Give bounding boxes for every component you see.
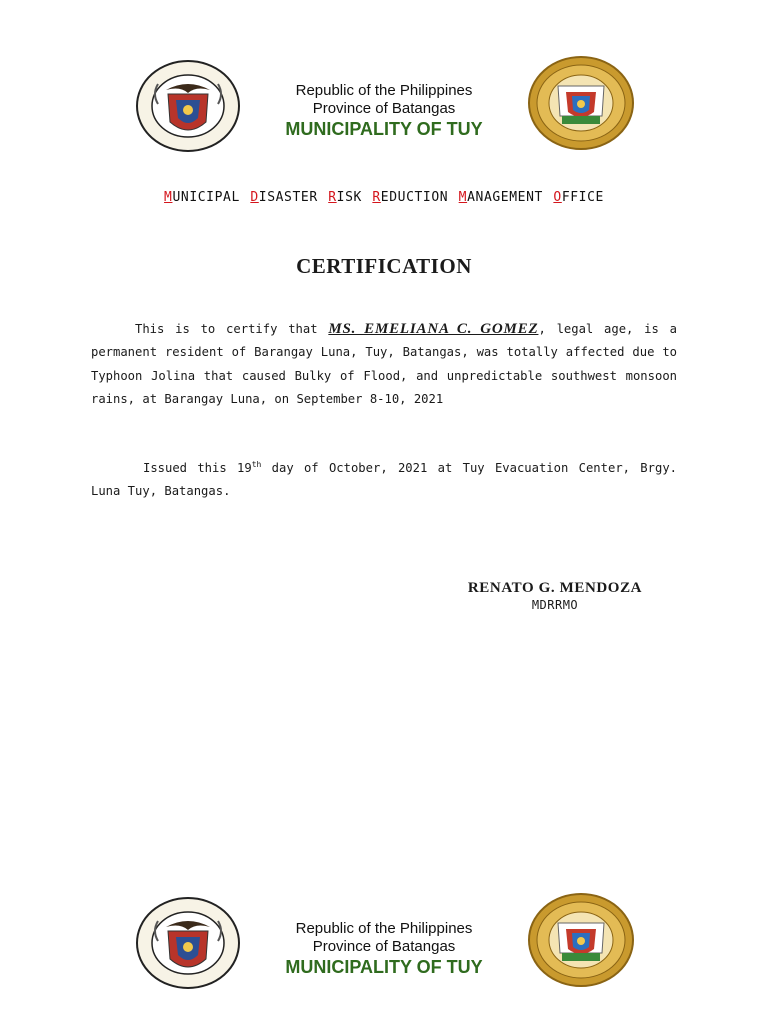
republic-line: Republic of the Philippines <box>295 82 473 99</box>
office-word-disaster: DISASTER <box>250 190 318 205</box>
bayan-ng-tuy-seal-icon <box>136 897 240 989</box>
municipality-line: MUNICIPALITY OF TUY <box>285 957 483 977</box>
office-word-risk: RISK <box>328 190 362 205</box>
office-word-municipal: MUNICIPAL <box>164 190 240 205</box>
signatory-name: RENATO G. MENDOZA <box>467 580 643 596</box>
letterhead-text <box>244 920 524 978</box>
letterhead-bottom <box>0 893 768 993</box>
certification-title: CERTIFICATION <box>296 254 472 278</box>
mdrrmo-seal-icon <box>528 893 634 987</box>
signatory-block <box>450 580 660 612</box>
letterhead-text <box>244 82 524 140</box>
municipality-line: MUNICIPALITY OF TUY <box>285 119 483 139</box>
office-word-office: OFFICE <box>553 190 604 205</box>
office-word-management: MANAGEMENT <box>458 190 543 205</box>
province-line: Province of Batangas <box>312 100 456 117</box>
signatory-title: MDRRMO <box>531 598 579 612</box>
bayan-ng-tuy-seal-icon <box>136 60 240 152</box>
republic-line: Republic of the Philippines <box>295 920 473 937</box>
issuance-statement: Issued this 19th day of October, 2021 at Tuy Evacuation Center, Brgy. Luna Tuy, Batangas. <box>91 459 677 499</box>
province-line: Province of Batangas <box>312 938 456 955</box>
office-title <box>0 190 768 205</box>
letterhead-top <box>0 56 768 156</box>
mdrrmo-seal-icon <box>528 56 634 150</box>
certification-body: This is to certify that MS. EMELIANA C. GOMEZ, legal age, is a permanent resident of Barangay Luna, Tuy, Batangas, was totally affected due to Typhoon Jolina that caused Bulky of Flood, and unpredictable southwest monsoon rains, at Barangay Luna, on September 8-10, 2021 <box>91 321 677 406</box>
resident-name: MS. EMELIANA C. GOMEZ <box>328 321 539 337</box>
office-word-reduction: REDUCTION <box>372 190 449 205</box>
